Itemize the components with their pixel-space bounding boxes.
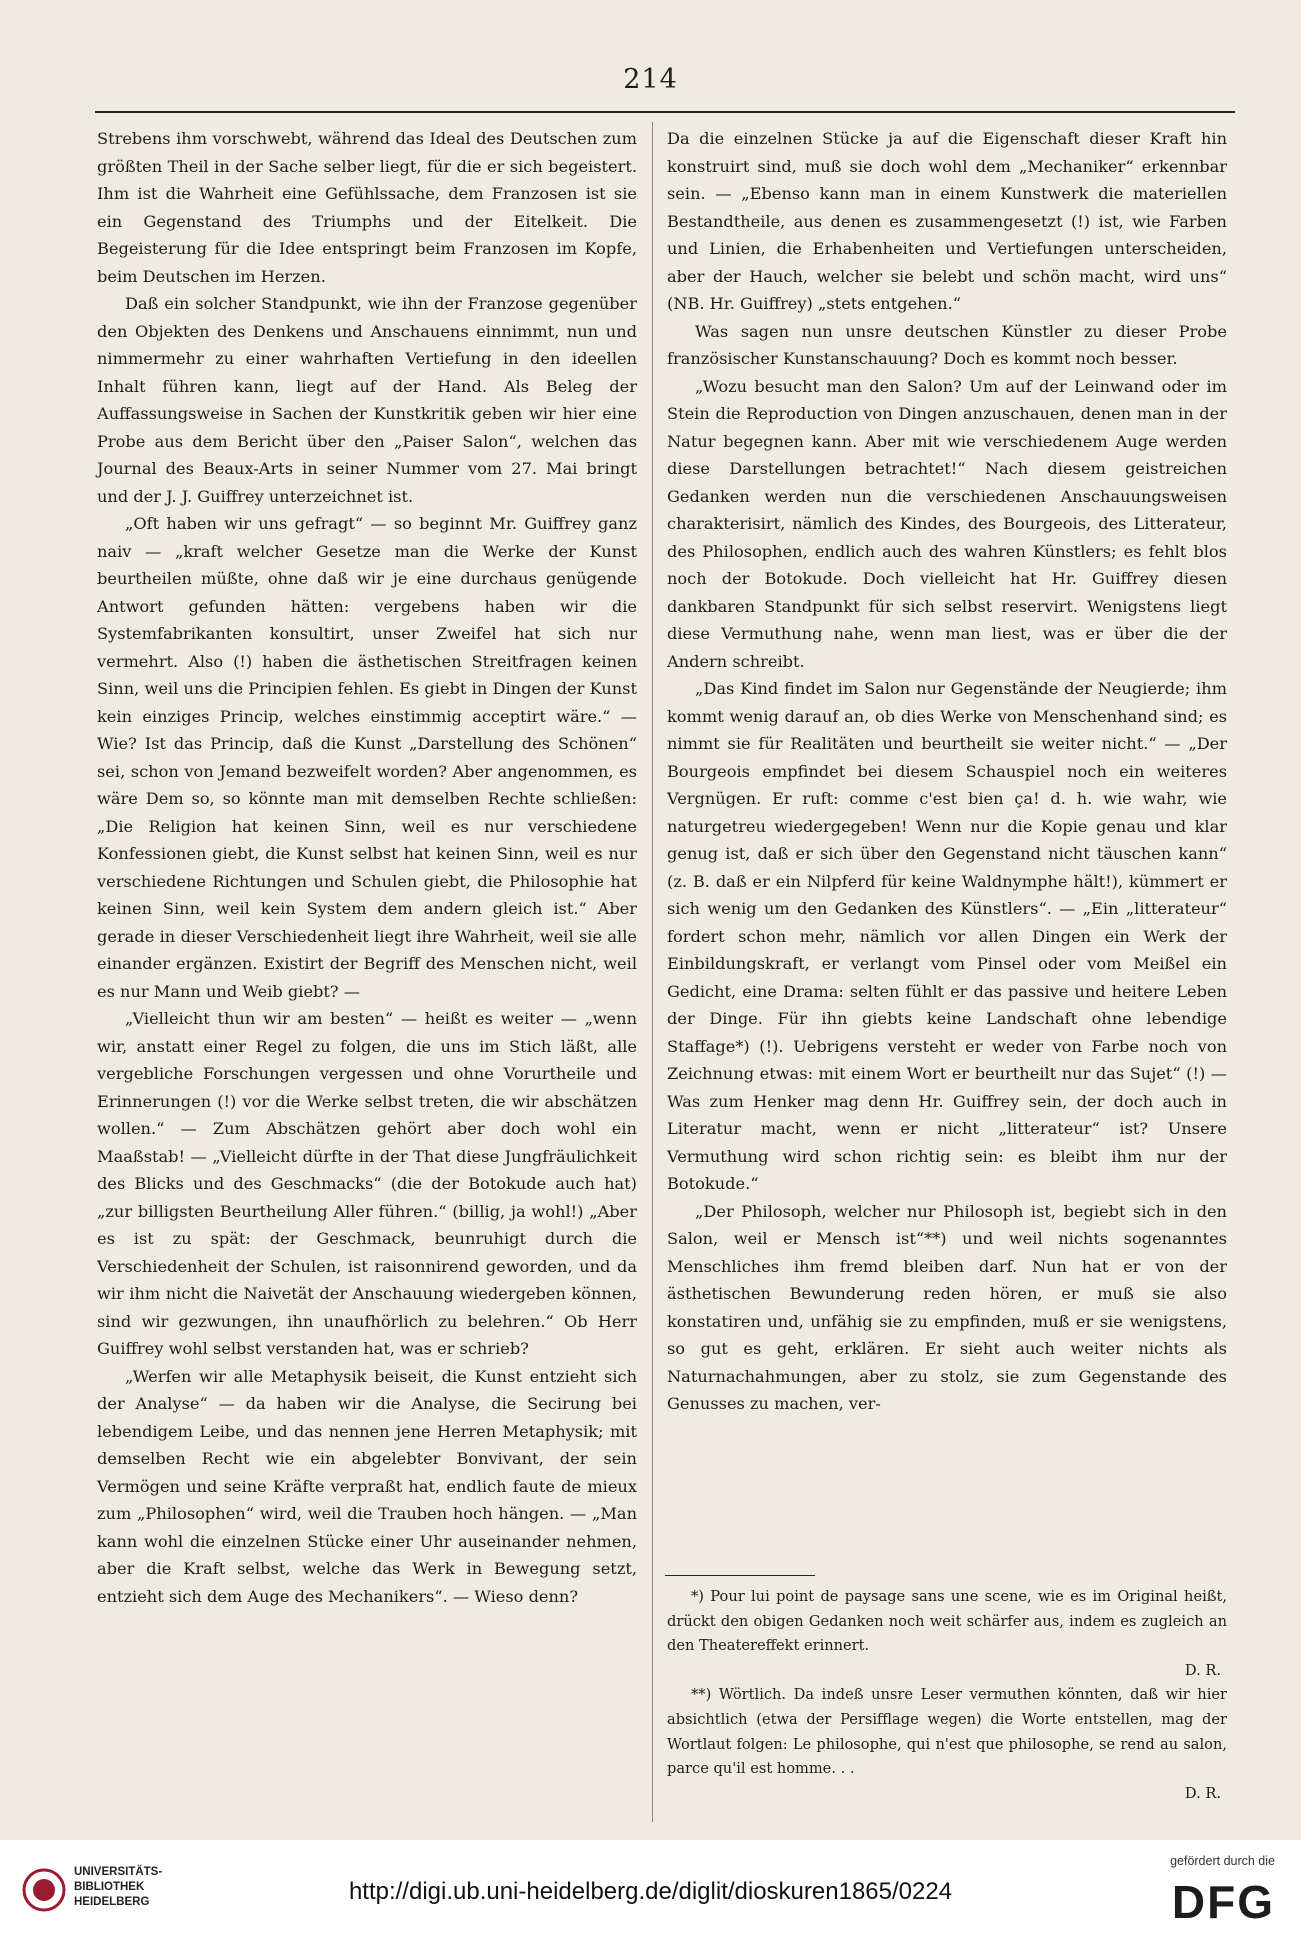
right-paragraph-5: „Der Philosoph, welcher nur Philosoph ist, begiebt sich in den Salon, weil er Mensch ist“**) und weil nichts sogenanntes Menschliches ihm fremd bleiben darf. Nun hat er von der ästhetischen Bewunderung reden hören, er muß sie also konstatiren und, unfähig sie zu empfinden, muß er sie wenigstens, so gut es geht, erklären. Er sieht auch weiter nichts als Naturnachahmungen, aber zu stolz, sie zum Gegenstande des Genusses zu machen, ver- <box>667 1201 1227 1413</box>
footnote-2: **) Wörtlich. Da indeß unsre Leser vermuthen könnten, daß wir hier absichtlich (etwa der Persifflage wegen) die Worte entstellen, mag der Wortlaut folgen: Le philosophe, qui n'est que philosophe, se rend au salon, parce qu'il est homme. . . <box>667 1686 1227 1778</box>
left-paragraph-4: „Vielleicht thun wir am besten“ — heißt es weiter — „wenn wir, anstatt einer Regel zu folgen, die uns im Stich läßt, alle vergebliche Forschungen vergessen und ohne Vorurtheile und Erinnerungen (!) vor die Werke selbst treten, die wir abschätzen wollen.“ — Zum Abschätzen gehört aber doch wohl ein Maaßstab! — „Vielleicht dürfte in der That diese Jungfräulichkeit des Blicks und des Geschmacks“ (die der Botokude auch hat) „zur billigsten Beurtheilung Aller führen.“ (billig, ja wohl!) „Aber es ist zu spät: der Geschmack, beunruhigt durch die Verschiedenheit der Schulen, ist raisonnirend geworden, und da wir ihm nicht die Naivetät der Anschauung wiedergeben können, sind wir gezwungen, ihn unaufhörlich zu belehren.“ Ob Herr Guiffrey wohl selbst verstanden hat, was er schrieb? <box>97 1009 637 1358</box>
footnotes <box>667 1585 1227 1806</box>
footnote-1: *) Pour lui point de paysage sans une scene, wie es im Original heißt, drückt den obigen Gedanken noch weit schärfer aus, indem es zugleich an den Theatereffekt erinnert. <box>667 1588 1227 1655</box>
right-paragraph-3: „Wozu besucht man den Salon? Um auf der Leinwand oder im Stein die Reproduction von Dingen anzuschauen, denen man in der Natur begegnen kann. Aber mit wie verschiedenem Auge werden diese Darstellungen betrachtet!“ Nach diesem geistreichen Gedanken werden nun die verschiedenen Anschauungsweisen charakterisirt, nämlich des Kindes, des Bourgeois, des Litterateur, des Philosophen, endlich auch des wahren Künstlers; es fehlt blos noch der Botokude. Doch vielleicht hat Hr. Guiffrey diesen dankbaren Standpunkt für sich selbst reservirt. Wenigstens liegt diese Vermuthung nahe, wenn man liest, was er über die der Andern schreibt. <box>667 376 1227 671</box>
university-library-name: UNIVERSITÄTS- BIBLIOTHEK HEIDELBERG <box>74 1866 163 1908</box>
footnote-2-signature: D. R. <box>1184 1784 1221 1802</box>
viewer-footer <box>0 1840 1301 1945</box>
footnote-1-signature: D. R. <box>1184 1661 1221 1679</box>
page-number: 214 <box>623 64 678 95</box>
left-paragraph-1: Strebens ihm vorschwebt, während das Ideal des Deutschen zum größten Theil in der Sache selber liegt, für die er sich begeistert. Ihm ist die Wahrheit eine Gefühlssache, dem Franzosen ist sie ein Gegenstand des Triumphs und der Eitelkeit. Die Begeisterung für die Idee entspringt beim Franzosen im Kopfe, beim Deutschen im Herzen. <box>97 129 637 286</box>
right-paragraph-4: „Das Kind findet im Salon nur Gegenstände der Neugierde; ihm kommt wenig darauf an, ob dies Werke von Menschenhand sind; es nimmt sie für Realitäten und beurtheilt sie weiter nicht.“ — „Der Bourgeois empfindet bei diesem Schauspiel noch ein weiteres Vergnügen. Er ruft: comme c'est bien ça! d. h. wie wahr, wie naturgetreu wiedergegeben! Wenn nur die Kopie genau und klar genug ist, daß er sich über den Gegenstand nicht täuschen kann“ (z. B. daß er ein Nilpferd für keine Waldnymphe hält!), kümmert er sich wenig um den Gedanken des Künstlers“. — „Ein „litterateur“ fordert schon mehr, nämlich vor allen Dingen ein Werk der Einbildungskraft, er verlangt vom Pinsel oder vom Meißel ein Gedicht, eine Drama: selten fühlt er das passive und heitere Leben der Dinge. Für ihn giebts keine Landschaft ohne lebendige Staffage*) (!). Uebrigens versteht er weder von Farbe noch von Zeichnung etwas: mit einem Wort er beurtheilt nur das Sujet“ (!) — Was zum Henker mag denn Hr. Guiffrey sein, der doch auch in Literatur macht, wenn er nicht „litterateur“ ist? Unsere Vermuthung wird schon richtig sein: es bleibt ihm nur der Botokude.“ <box>667 679 1227 1193</box>
left-paragraph-2: Daß ein solcher Standpunkt, wie ihn der Franzose gegenüber den Objekten des Denkens und Anschauens einnimmt, nun und nimmermehr zu einer wahrhaften Vertiefung in den ideellen Inhalt führen kann, liegt auf der Hand. Als Beleg der Auffassungsweise in Sachen der Kunstkritik geben wir hier eine Probe aus dem Bericht über den „Paiser Salon“, welchen das Journal des Beaux-Arts in seiner Nummer vom 27. Mai bringt und der J. J. Guiffrey unterzeichnet ist. <box>97 294 637 506</box>
column-divider <box>652 122 653 1822</box>
funding-note: gefördert durch die <box>1170 1854 1275 1868</box>
dfg-logo: DFG <box>1171 1876 1275 1928</box>
right-paragraph-2: Was sagen nun unsre deutschen Künstler zu dieser Probe französischer Kunstanschauung? Doch es kommt noch besser. <box>667 321 1227 368</box>
left-paragraph-5: „Werfen wir alle Metaphysik beiseit, die Kunst entzieht sich der Analyse“ — da haben wir die Analyse, die Secirung bei lebendigem Leibe, und das nennen jene Herren Metaphysik; mit demselben Recht wie ein abgelebter Bonvivant, der sein Vermögen und seine Kräfte verpraßt hat, endlich faute de mieux zum „Philosophen“ wird, weil die Trauben hoch hängen. — „Man kann wohl die einzelnen Stücke einer Uhr auseinander nehmen, aber die Kraft selbst, welche das Werk in Bewegung setzt, entzieht sich dem Auge des Mechanikers“. — Wieso denn? <box>97 1366 637 1606</box>
permalink-url[interactable]: http://digi.ub.uni-heidelberg.de/diglit/dioskuren1865/0224 <box>348 1878 953 1905</box>
left-column <box>97 125 637 1610</box>
footnote-rule <box>665 1575 815 1576</box>
header-rule <box>95 111 1235 113</box>
right-column <box>667 125 1227 1418</box>
right-paragraph-1: Da die einzelnen Stücke ja auf die Eigenschaft dieser Kraft hin konstruirt sind, muß sie doch wohl dem „Mechaniker“ erkennbar sein. — „Ebenso kann man in einem Kunstwerk die materiellen Bestandtheile, aus denen es zusammengesetzt (!) ist, wie Farben und Linien, die Erhabenheiten und Vertiefungen unterscheiden, aber der Hauch, welcher sie belebt und schön macht, wird uns“ (NB. Hr. Guiffrey) „stets entgehen.“ <box>667 129 1227 313</box>
left-paragraph-3: „Oft haben wir uns gefragt“ — so beginnt Mr. Guiffrey ganz naiv — „kraft welcher Gesetze man die Werke der Kunst beurtheilen müßte, ohne daß wir je eine durchaus genügende Antwort gefunden hätten: vergebens haben wir die Systemfabrikanten konsultirt, unser Zweifel hat sich nur vermehrt. Also (!) haben die ästhetischen Streitfragen keinen Sinn, weil uns die Principien fehlen. Es giebt in Dingen der Kunst kein einziges Princip, welches einstimmig acceptirt wäre.“ — Wie? Ist das Princip, daß die Kunst „Darstellung des Schönen“ sei, schon von Jemand bezweifelt worden? Aber angenommen, es wäre Dem so, so könnte man mit demselben Rechte schließen: „Die Religion hat keinen Sinn, weil es nur verschiedene Konfessionen giebt, die Kunst selbst hat keinen Sinn, weil es nur verschiedene Richtungen und Schulen giebt, die Philosophie hat keinen Sinn, weil kein System dem andern gleich ist.“ Aber gerade in dieser Verschiedenheit liegt ihre Wahrheit, weil sie alle einander ergänzen. Existirt der Begriff des Menschen nicht, weil es nur Mann und Weib giebt? — <box>97 514 637 1001</box>
